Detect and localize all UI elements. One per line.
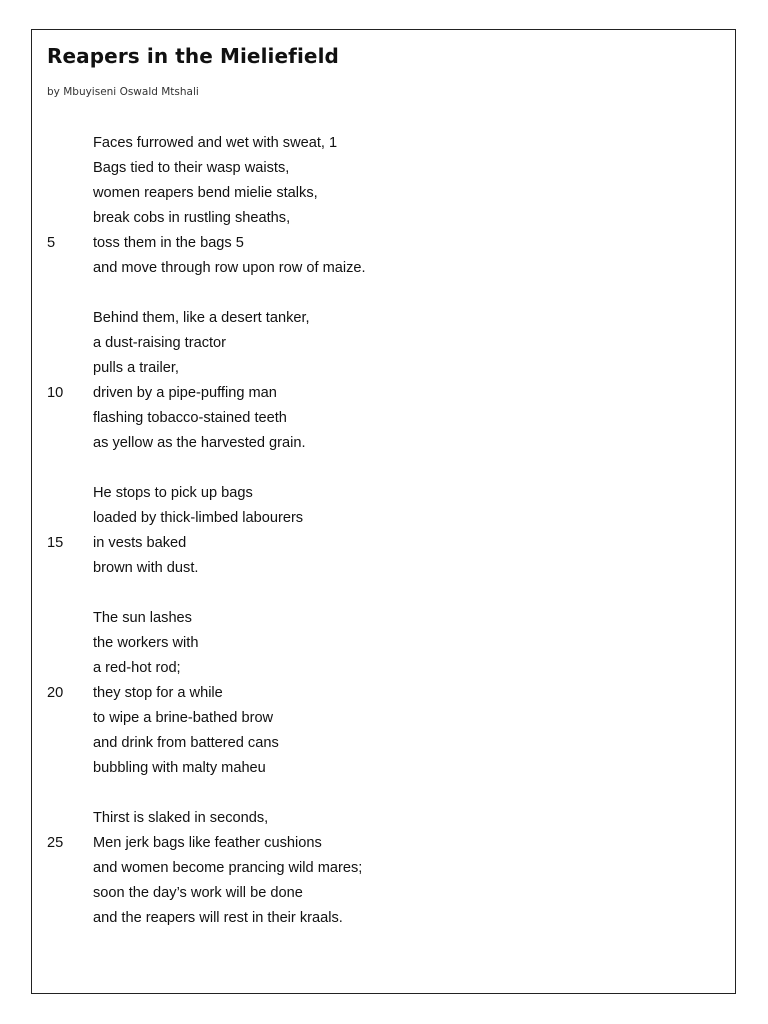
line-text: break cobs in rustling sheaths, [93,210,291,226]
line-text: driven by a pipe-puffing man [93,385,277,401]
line-text: Men jerk bags like feather cushions [93,835,322,851]
line-text: and move through row upon row of maize. [93,260,366,276]
line-text: the workers with [93,635,199,651]
line-number: 20 [47,685,64,701]
line-text: Behind them, like a desert tanker, [93,310,310,326]
line-text: and women become prancing wild mares; [93,860,363,876]
line-text: loaded by thick-limbed labourers [93,510,304,526]
poem-byline: by Mbuyiseni Oswald Mtshali [47,86,199,98]
line-text: He stops to pick up bags [93,485,253,501]
line-text: to wipe a brine-bathed brow [93,710,274,726]
line-text: in vests baked [93,535,187,551]
line-text: toss them in the bags 5 [93,235,244,251]
line-text: women reapers bend mielie stalks, [93,185,318,201]
line-number: 10 [47,385,64,401]
line-text: a red-hot rod; [93,660,181,676]
line-text: The sun lashes [93,610,192,626]
line-text: and drink from battered cans [93,735,279,751]
line-text: as yellow as the harvested grain. [93,435,306,451]
line-text: they stop for a while [93,685,223,701]
line-text: Faces furrowed and wet with sweat, 1 [93,135,338,151]
line-text: flashing tobacco-stained teeth [93,410,287,426]
poem-title: Reapers in the Mieliefield [47,44,339,68]
line-text: bubbling with malty maheu [93,760,266,776]
line-text: brown with dust. [93,560,199,576]
line-text: Bags tied to their wasp waists, [93,160,290,176]
line-number: 5 [47,235,56,251]
line-text: soon the day’s work will be done [93,885,303,901]
line-number: 15 [47,535,64,551]
line-text: and the reapers will rest in their kraals. [93,910,343,926]
line-text: pulls a trailer, [93,360,179,376]
line-text: a dust-raising tractor [93,335,227,351]
line-number: 25 [47,835,64,851]
line-text: Thirst is slaked in seconds, [93,810,269,826]
